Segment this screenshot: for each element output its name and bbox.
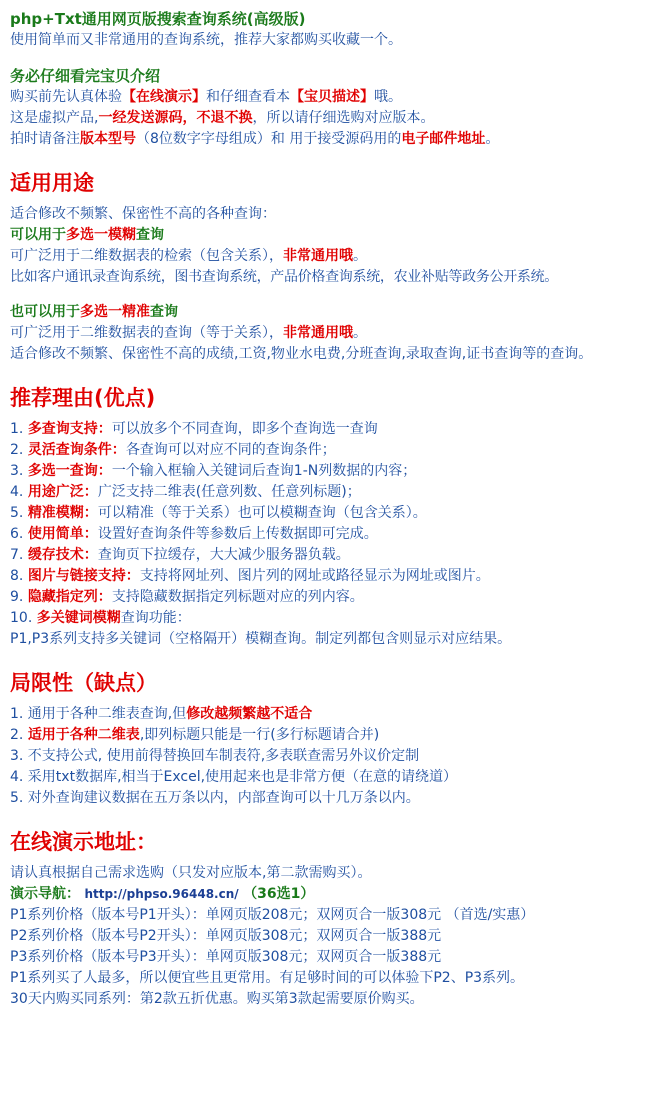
reason-key: 使用简单： — [27, 526, 98, 542]
limit-text: ,即列标题只能是一行(多行标题请合并) — [139, 727, 380, 743]
reason-value: 可以放多个不同查询，即多个查询选一查询 — [111, 421, 378, 437]
item-description-highlight: 【宝贝描述】 — [290, 89, 374, 105]
demo-intro: 请认真根据自己需求选购（只发对应版本,第二款需购买）。 — [10, 865, 372, 881]
reason-number: 10. — [10, 610, 33, 626]
reason-key: 隐藏指定列： — [27, 589, 112, 605]
reason-number: 8. — [10, 568, 24, 584]
reason-number: 6. — [10, 526, 24, 542]
reason-key: 缓存技术： — [27, 547, 98, 563]
limit-highlight: 适用于各种二维表 — [27, 727, 140, 743]
limit-item-1 — [10, 704, 662, 725]
price-line: P1系列价格（版本号P1开头）：单网页版208元；双网页合一版308元 （首选/实惠） — [10, 907, 535, 923]
fuzzy-line-1 — [10, 246, 662, 267]
reason-value: 一个输入框输入关键词后查询1-N列数据的内容； — [111, 463, 417, 479]
notice-text: ，所以请仔细选购对应版本。 — [252, 110, 435, 126]
notice-text: 和仔细查看本 — [206, 89, 290, 105]
fuzzy-query-suffix: 查询 — [136, 227, 164, 243]
exact-line-2: 适合修改不频繁、保密性不高的成绩,工资,物业水电费,分班查询,录取查询,证书查询等的查询。 — [10, 346, 593, 362]
reason-key: 精准模糊： — [27, 505, 98, 521]
fuzzy-query-label: 可以用于 — [10, 227, 66, 243]
reason-number: 2. — [10, 442, 24, 458]
reason-item — [10, 566, 662, 587]
demo-nav-count: （36选1） — [243, 886, 315, 902]
notice-text: 。 — [485, 131, 500, 147]
reason-value: 各查询可以对应不同的查询条件； — [125, 442, 336, 458]
limit-item-2 — [10, 725, 662, 746]
reason-value: 支持将网址列、图片列的网址或路径显示为网址或图片。 — [139, 568, 490, 584]
notice-title: 务必仔细看完宝贝介绍 — [10, 67, 161, 85]
fuzzy-text: 可广泛用于二维数据表的检索（包含关系）， — [10, 248, 283, 264]
reason-number: 7. — [10, 547, 24, 563]
exact-query-label: 也可以用于 — [10, 304, 80, 320]
limit-item-4: 4. 采用txt数据库,相当于Excel,使用起来也是非常方便（在意的请绕道） — [10, 769, 458, 785]
notice-text: 这是虚拟产品, — [10, 110, 99, 126]
reason-key: 多查询支持： — [27, 421, 112, 437]
limit-item-5: 5. 对外查询建议数据在五万条以内，内部查询可以十几万条以内。 — [10, 790, 420, 806]
fuzzy-text: 。 — [353, 248, 367, 264]
reasons-heading: 推荐理由(优点) — [10, 386, 156, 410]
reason-value: 可以精准（等于关系）也可以模糊查询（包含关系）。 — [97, 505, 427, 521]
reason-item — [10, 524, 662, 545]
reason-value: 设置好查询条件等参数后上传数据即可完成。 — [97, 526, 378, 542]
reason-value: 广泛支持二维表(任意列数、任意列标题)； — [97, 484, 361, 500]
page-title: php+Txt通用网页版搜索查询系统(高级版) — [10, 10, 306, 28]
exact-query-suffix: 查询 — [150, 304, 178, 320]
exact-line-1 — [10, 323, 662, 344]
price-list — [10, 905, 662, 968]
price-line: P2系列价格（版本号P2开头）：单网页版308元；双网页合一版388元 — [10, 928, 442, 944]
reason-value: 查询页下拉缓存，大大减少服务器负载。 — [97, 547, 350, 563]
reason-item — [10, 482, 662, 503]
demo-nav-link[interactable]: http://phpso.96448.cn/ — [84, 887, 239, 901]
fuzzy-query-title — [10, 225, 662, 246]
reason-number: 4. — [10, 484, 24, 500]
version-model-highlight: 版本型号 — [80, 131, 136, 147]
reason-number: 3. — [10, 463, 24, 479]
fuzzy-query-type: 多选一模糊 — [66, 227, 136, 243]
reason-item — [10, 587, 662, 608]
notice-text: 拍时请备注 — [10, 131, 80, 147]
reason-number: 9. — [10, 589, 24, 605]
reason-key: 灵活查询条件： — [27, 442, 126, 458]
price-line: P3系列价格（版本号P3开头）：单网页版308元；双网页合一版388元 — [10, 949, 442, 965]
demo-note-2: 30天内购买同系列：第2款五折优惠。购买第3款起需要原价购买。 — [10, 991, 424, 1007]
page-subtitle: 使用简单而又非常通用的查询系统，推荐大家都购买收藏一个。 — [10, 32, 402, 48]
exact-text: 。 — [353, 325, 367, 341]
reason-item — [10, 419, 662, 440]
reason-value: 支持隐藏数据指定列标题对应的列内容。 — [111, 589, 364, 605]
exact-query-type: 多选一精准 — [80, 304, 150, 320]
reason-item — [10, 503, 662, 524]
demo-nav — [10, 884, 662, 905]
exact-highlight: 非常通用哦 — [283, 325, 353, 341]
reason-number: 1. — [10, 421, 24, 437]
notice-text: 哦。 — [374, 89, 402, 105]
fuzzy-highlight: 非常通用哦 — [283, 248, 353, 264]
reason-item — [10, 440, 662, 461]
limit-number: 2. — [10, 727, 24, 743]
reason-item-10 — [10, 608, 662, 629]
reason-key: 用途广泛： — [27, 484, 98, 500]
reason-number: 5. — [10, 505, 24, 521]
notice-text: （8位数字字母组成）和 用于接受源码用的 — [136, 131, 402, 147]
no-refund-highlight: 一经发送源码，不退不换 — [98, 110, 253, 126]
reason-key: 多选一查询： — [27, 463, 112, 479]
limit-text: 1. 通用于各种二维表查询,但 — [10, 706, 187, 722]
limit-item-3: 3. 不支持公式, 使用前得替换回车制表符,多表联查需另外议价定制 — [10, 748, 420, 764]
fuzzy-line-2: 比如客户通讯录查询系统，图书查询系统，产品价格查询系统，农业补贴等政务公开系统。 — [10, 269, 558, 285]
limit-highlight: 修改越频繁越不适合 — [186, 706, 313, 722]
usage-intro: 适合修改不频繁、保密性不高的各种查询： — [10, 206, 276, 222]
reason-item — [10, 461, 662, 482]
exact-query-title — [10, 302, 662, 323]
usage-heading: 适用用途 — [10, 171, 94, 195]
demo-heading: 在线演示地址： — [10, 830, 157, 854]
online-demo-highlight: 【在线演示】 — [122, 89, 206, 105]
demo-nav-label: 演示导航： — [10, 886, 80, 902]
notice-line-1 — [10, 87, 662, 108]
limits-heading: 局限性（缺点） — [10, 671, 157, 695]
exact-text: 可广泛用于二维数据表的查询（等于关系）， — [10, 325, 283, 341]
reason-value: 查询功能： — [120, 610, 191, 626]
reason-item-10-desc: P1,P3系列支持多关键词（空格隔开）模糊查询。制定列都包含则显示对应结果。 — [10, 631, 512, 647]
notice-line-3 — [10, 129, 662, 150]
reason-key: 图片与链接支持： — [27, 568, 140, 584]
notice-line-2 — [10, 108, 662, 129]
reason-item — [10, 545, 662, 566]
email-highlight: 电子邮件地址 — [401, 131, 486, 147]
reason-key: 多关键词模糊 — [36, 610, 121, 626]
reasons-list — [10, 419, 662, 608]
demo-note-1: P1系列买了人最多，所以便宜些且更常用。有足够时间的可以体验下P2、P3系列。 — [10, 970, 525, 986]
notice-text: 购买前先认真体验 — [10, 89, 122, 105]
